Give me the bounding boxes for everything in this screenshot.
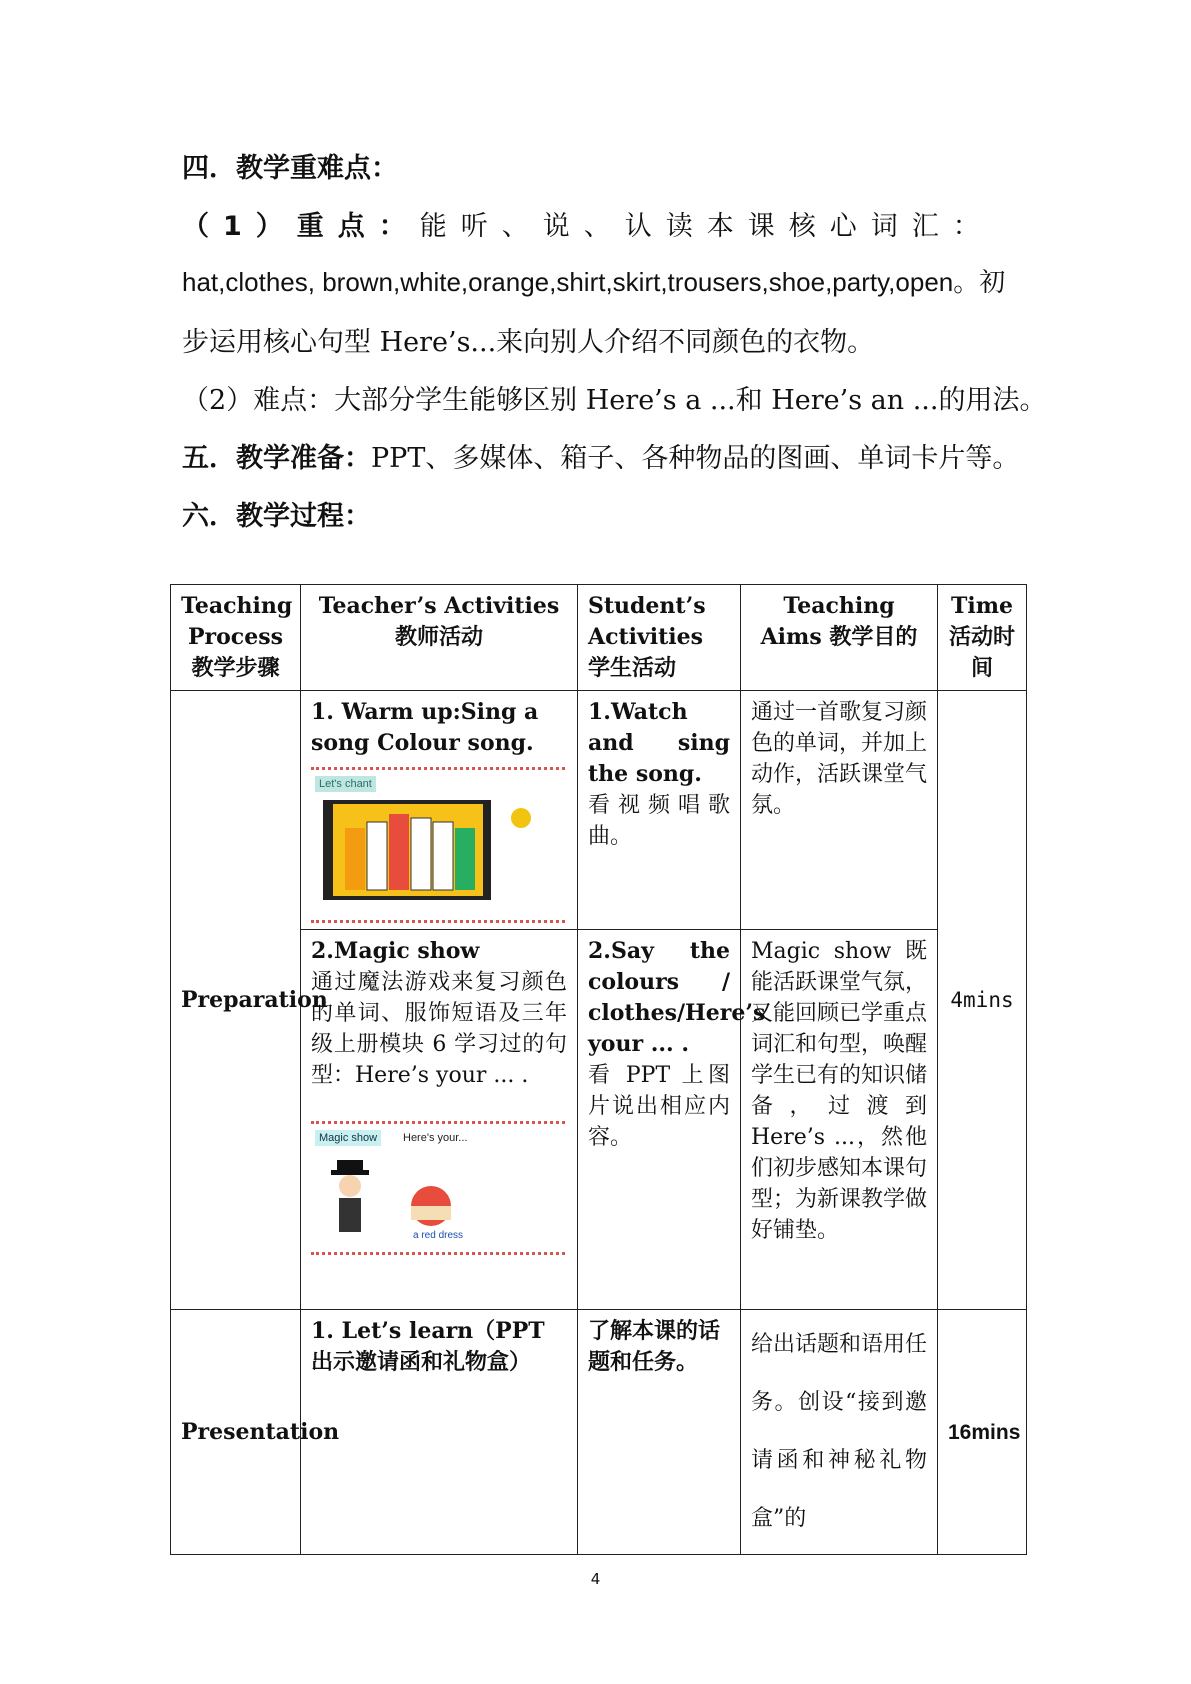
key-point-lead: 能听、说、认读本课核心词汇：: [419, 211, 994, 242]
magic-show-tag: Magic show: [315, 1130, 381, 1146]
key-point-line: [182, 204, 1022, 243]
core-vocabulary: hat,clothes, brown,white,orange,shirt,skirt,trousers,shoe,party,open。初: [182, 267, 1006, 297]
key-point-label: （1）重点：: [182, 211, 420, 242]
header-teaching-process: Teaching Process 教学步骤: [171, 585, 301, 691]
teacher-activity-lets-learn: 1. Let’s learn（PPT 出示邀请函和礼物盒）: [301, 1310, 578, 1555]
teaching-process-table: [170, 584, 1027, 1555]
time-preparation: 4mins: [938, 691, 1027, 1310]
red-dress-caption: a red dress: [413, 1230, 464, 1241]
aims-presentation: 给出话题和语用任务。创设“接到邀请函和神秘礼物盒”的: [741, 1310, 938, 1555]
aims-warmup: 通过一首歌复习颜色的单词，并加上动作，活跃课堂气氛。: [741, 691, 938, 930]
student-say-text: 看 PPT 上图片说出相应内容。: [588, 1063, 730, 1150]
crayons-illustration: [311, 770, 565, 914]
process-preparation: Preparation: [171, 691, 301, 1310]
teacher-activity-magic-show: [301, 930, 578, 1310]
section-6-title: 六．教学过程：: [182, 501, 371, 532]
lets-chant-tag: Let's chant: [315, 776, 376, 792]
student-watch-text: 看视频唱歌曲。: [588, 793, 730, 849]
magic-show-image: [311, 1121, 565, 1255]
heres-your-tag: Here's your...: [403, 1132, 468, 1144]
table-row: [171, 691, 1027, 930]
section-5-label: 五．教学准备：: [182, 443, 371, 474]
student-say-title: 2.Say the colours / clothes/Here’s your ... .: [588, 938, 766, 1057]
header-student-activities: Student’s Activities 学生活动: [578, 585, 741, 691]
time-presentation: 16mins: [938, 1310, 1027, 1555]
header-teaching-aims: Teaching Aims 教学目的: [741, 585, 938, 691]
table-header-row: [171, 585, 1027, 691]
aims-magic-show: Magic show 既能活跃课堂气氛，又能回顾已学重点词汇和句型，唤醒学生已有的知识储备，过渡到 Here’s ...，然他们初步感知本课句型；为新课教学做好铺垫。: [741, 930, 938, 1310]
header-teacher-activities: Teacher’s Activities 教师活动: [301, 585, 578, 691]
student-activity-watch: [578, 691, 741, 930]
student-watch-title: 1.Watch and sing the song.: [588, 699, 730, 787]
difficult-point: （2）难点：大部分学生能够区别 Here’s a ...和 Here’s an ...的用法。: [182, 385, 1047, 416]
magic-show-text: 通过魔法游戏来复习颜色的单词、服饰短语及三年级上册模块 6 学习过的句型：Here’s your ... .: [311, 970, 567, 1088]
table-row: [171, 1310, 1027, 1555]
colour-song-image: [311, 767, 565, 923]
student-activity-topic: 了解本课的话题和任务。: [578, 1310, 741, 1555]
process-presentation: Presentation: [171, 1310, 301, 1555]
core-sentence: 步运用核心句型 Here’s...来向别人介绍不同颜色的衣物。: [182, 327, 875, 358]
teacher-activity-warmup: [301, 691, 578, 930]
section-4-title: 四．教学重难点：: [182, 153, 398, 184]
page-number: 4: [590, 1570, 601, 1588]
header-time: Time 活动时间: [938, 585, 1027, 691]
student-activity-say: [578, 930, 766, 1310]
magic-show-title: 2.Magic show: [311, 938, 480, 964]
section-5-line: [182, 436, 1022, 475]
warmup-title: 1. Warm up:Sing a song Colour song.: [311, 699, 539, 756]
section-5-text: PPT、多媒体、箱子、各种物品的图画、单词卡片等。: [371, 443, 1020, 474]
